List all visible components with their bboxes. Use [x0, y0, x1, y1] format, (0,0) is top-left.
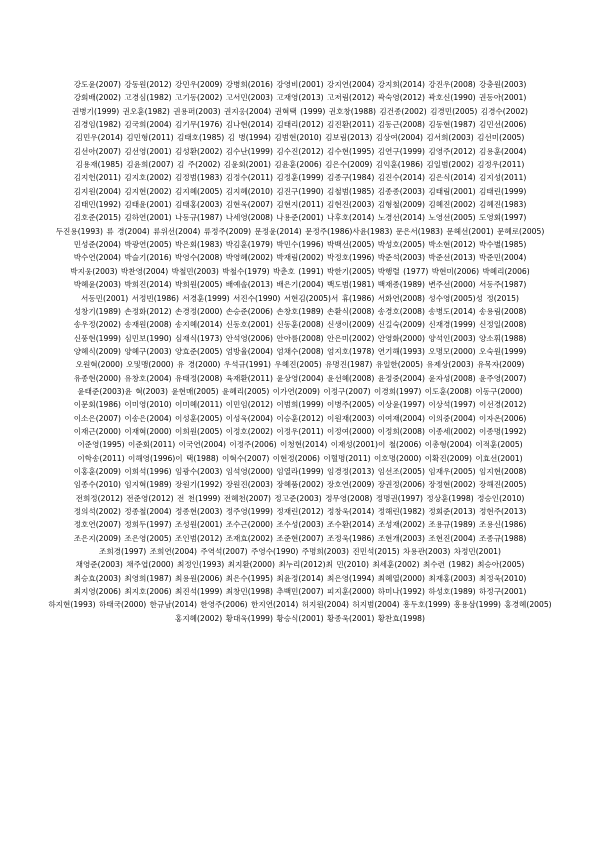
roster-line: 정의석(2002) 정종철(2004) 정종현(2003) 정주영(1999) 정재린(2012) 정창욱(2014) 정해린(1982) 정회준(2013) 정현주(2013)	[73, 507, 527, 516]
roster-line: 최승효(2003) 최영희(1987) 최용원(2006) 최은수(1995) 최윤정(2014) 최은영(1994) 최혜열(2000) 최재홍(2003) 최정욱(2010)	[73, 573, 527, 583]
roster-line: 김호준(2015) 김하연(2001) 나동규(1987) 나세영(2008) 나용준(2001) 나후호(2014) 노경선(2014) 노영선(2005) 도영회(1997)	[73, 213, 527, 223]
roster-line: 이문회(1986) 이미영(2010) 이미혜(2011) 이민임(2012) 이범희(1999) 이병주(2005) 이상윤(1997) 이상석(1997) 이선경(2012)	[73, 400, 527, 410]
roster-line: 최지영(2006) 최지호(2006) 최진석(1999) 최창민(1998) 추백민(2007) 피지훈(2000) 하미나(1992) 하성호(1989) 하정구(2001)	[73, 587, 527, 597]
roster-line: 박수연(2004) 박슬기(2016) 박영수(2008) 박영혜(2002) 박재림(2002) 박정호(1996) 박준석(2003) 박준선(2013) 박준민(2004)	[73, 253, 527, 263]
roster-line: 김민우(2014) 김민형(2011) 김태호(1985) 김 병(1994) 김범현(2010) 김보림(2013) 김상여(2004) 김서희(2003) 김선미(2005)	[75, 133, 525, 143]
roster-line: 김지원(2004) 김지현(2002) 김지혜(2005) 김지혜(2010) 김진구(1990) 김철범(1985) 김종종(2003) 김태림(2001) 김태린(1999)	[73, 186, 527, 196]
roster-line: 권병기(1999) 권오훈(1982) 권용퍼(2003) 권지옹(2004) 권혁택 (1999) 권호창(1988) 김건종(2002) 김경민(2005) 김경수(2002)	[71, 106, 529, 116]
roster-line: 임종수(2010) 임지혁(1989) 장원기(1992) 장원진(2003) 장혜품(2002) 장호연(2009) 장권정(2006) 장정현(2002) 장해진(2005)	[73, 480, 527, 490]
roster-line: 홍지혜(2002) 황대욱(1999) 황승식(2001) 황종욱(2001) 황찬효(1998)	[175, 613, 425, 623]
roster-line: 조은지(2009) 조은영(2005) 조인범(2012) 조재효(2002) 조준현(2007) 조정욱(1986) 조현개(2003) 조현진(2004) 조종규(1988)	[73, 533, 527, 543]
roster-line: 이재근(2000) 이재혁(2000) 이희원(2005) 이정호(2002) 이정우(2011) 이정여(2000) 이정희(2008) 이종세(2002) 이종명(1992)	[73, 426, 527, 436]
roster-line: 김용재(1985) 김윤희(2007) 김 주(2002) 김윤회(2001) 김윤훈(2006) 김은수(2009) 김익훈(1986) 김일범(2002) 김정우(2011)	[75, 160, 525, 170]
roster-line: 김경임(1982) 김국희(2004) 김기무(1976) 김나현(2014) 김태리(2012) 김진환(2011) 김동근(2008) 김동현(1987) 김민선(2006)	[73, 120, 527, 130]
roster-line: 박혜윤(2003) 박희진(2014) 박희원(2005) 배예솔(2013) 배은기(2004) 백도범(1981) 백재종(1989) 변주선(2000) 서동주(1987)	[73, 280, 527, 290]
roster-line: 박지웅(2003) 박찬영(2004) 박철민(2003) 박철수(1979) 박춘호 (1991) 박한기(2005) 박행렬 (1977) 박현미(2006) 박혜리(2006)	[70, 266, 530, 276]
roster-line: 서동민(2001) 서정빈(1986) 서경훈(1999) 서진수(1990) 서현김(2005)서 휴(1986) 서화연(2008) 성수영(2005)성 정(2015)	[81, 293, 519, 303]
roster-line: 김태민(1992) 김태윤(2001) 김태홍(2003) 김현욱(2007) 김현지(2011) 김현진(2003) 김형철(2009) 김혜진(2002) 김혜진(1983)	[73, 200, 527, 210]
roster-line: 김지헌(2011) 김지호(2002) 김정범(1983) 김정수(2011) 김정훈(1999) 김종구(1984) 김진수(2014) 김은식(2014) 김지성(2011)	[73, 173, 527, 183]
roster-line: 민성준(2004) 박광연(2005) 박은회(1983) 박김훈(1979) 박민수(1996) 박백선(2005) 박성호(2005) 박소현(2012) 박수별(1985)	[73, 240, 527, 250]
roster-line: 하지현(1993) 하태국(2000) 한규남(2014) 한영주(2006) 한지연(2014) 허지원(2004) 허지범(2004) 흥두호(1999) 흥용삼(1999) 홍경혜(2005)	[48, 600, 552, 610]
roster-line: 두진용(1993) 류 경(2004) 류위선(2004) 류정주(2009) 문정윤(2014) 문정주(1986)사윤(1983) 문은서(1983) 문헤선(2001) 문혜로(2005)	[55, 226, 545, 236]
roster-line: 이학송(2011) 이해영(1996)이 택(1988) 이혁수(2007) 이현정(2006) 이혈명(2011) 이호명(2000) 이확진(2009) 이효선(2001)	[77, 453, 523, 463]
roster-line: 유종현(2000) 유창호(2004) 유태정(2008) 육재환(2011) 윤상영(2004) 윤선혜(2008) 윤정중(2004) 윤자성(2008) 윤주영(2007)	[73, 373, 527, 383]
roster-line: 김선아(2007) 김선영(2001) 김성환(2002) 김수난(1999) 김수진(2012) 김수현(1995) 김연구(1999) 김영주(2012) 김용훈(2004)	[73, 146, 527, 156]
roster-line: 채영준(2003) 채주엽(2000) 최정인(1993) 최지환(2000) 최누리(2012)최 민(2010) 최세훈(2002) 최수련 (1982) 최승아(2005)	[75, 560, 525, 570]
roster-line: 조희경(1997) 조희연(2004) 주역석(2007) 주영수(1990) 주명희(2003) 진민석(2015) 차용관(2003) 차정민(2001)	[99, 547, 501, 557]
roster-line: 송우정(2002) 송재원(2008) 송지혜(2014) 신동호(2001) 신동훈(2008) 신생이(2009) 신길숙(2009) 신재경(1999) 신정일(2008)	[73, 320, 527, 330]
roster-line: 이소은(2007) 이송은(2004) 이성훈(2005) 이성욱(2004) 이승훈(2012) 이원재(2003) 이여재(2004) 이의중(2004) 이자온(2006)	[73, 413, 527, 423]
roster-line: 성창기(1989) 손정화(2012) 손경정(2000) 손승준(2006) 손창호(1989) 손환식(2008) 송경호(2008) 송병도(2014) 송용림(2008)	[73, 306, 527, 316]
roster-line: 신풍현(1999) 심민보(1990) 심재식(1973) 안석영(2006) 안아름(2008) 안은미(2002) 안영화(2000) 양석인(2003) 양소휘(1988)	[73, 333, 527, 343]
roster-line: 전희정(2012) 전준영(2012) 전 천(1999) 전혜천(2007) 정고준(2003) 정무영(2008) 정명권(1997) 정상훈(1998) 정승인(2010)	[75, 493, 525, 503]
roster-line: 이준영(1995) 이준회(2011) 이국연(2004) 이정주(2006) 이청현(2014) 이재성(2001)이 철(2006) 이총형(2004) 이적훈(2005)	[77, 440, 523, 450]
roster-line: 윤태준(2003)윤 혁(2003) 윤현매(2005) 윤혜리(2005) 이가연(2009) 이정구(2007) 이경희(1997) 이도훈(2008) 이동구(2000)	[77, 386, 523, 396]
roster-line: 강회배(2002) 고경심(1982) 고기동(2002) 고서민(2003) 고재영(2013) 고저림(2012) 곽숙영(2012) 곽호신(1990) 권동아(2001)	[73, 93, 527, 103]
name-roster	[22, 78, 578, 625]
roster-line: 이홍훈(2009) 이희석(1996) 임광수(2003) 임석영(2000) 임열라(1999) 임경정(2013) 임선조(2005) 임재우(2005) 임지현(2008)	[73, 466, 527, 476]
roster-line: 양혜식(2009) 양혜구(2003) 양효준(2005) 엄방율(2004) 엄채수(2008) 엄지호(1978) 연기해(1993) 오명모(2000) 오숙원(1999)	[73, 346, 527, 356]
roster-line: 정호연(2007) 정희두(1997) 조성원(2001) 조수근(2000) 조수성(2003) 조수환(2014) 조성재(2002) 조용규(1989) 조용신(1986)	[73, 520, 527, 530]
roster-line: 강도윤(2007) 강동원(2012) 강민우(2009) 강병희(2016) 강영비(2001) 강지연(2004) 강지희(2014) 강진우(2008) 강충원(2003)	[73, 80, 527, 89]
roster-line: 오원혁(2000) 오및맹(2000) 유 경(2000) 우석규(1991) 우혜진(2005) 유명진(1987) 유일한(2005) 유제상(2003) 유목자(2009)	[75, 360, 525, 370]
